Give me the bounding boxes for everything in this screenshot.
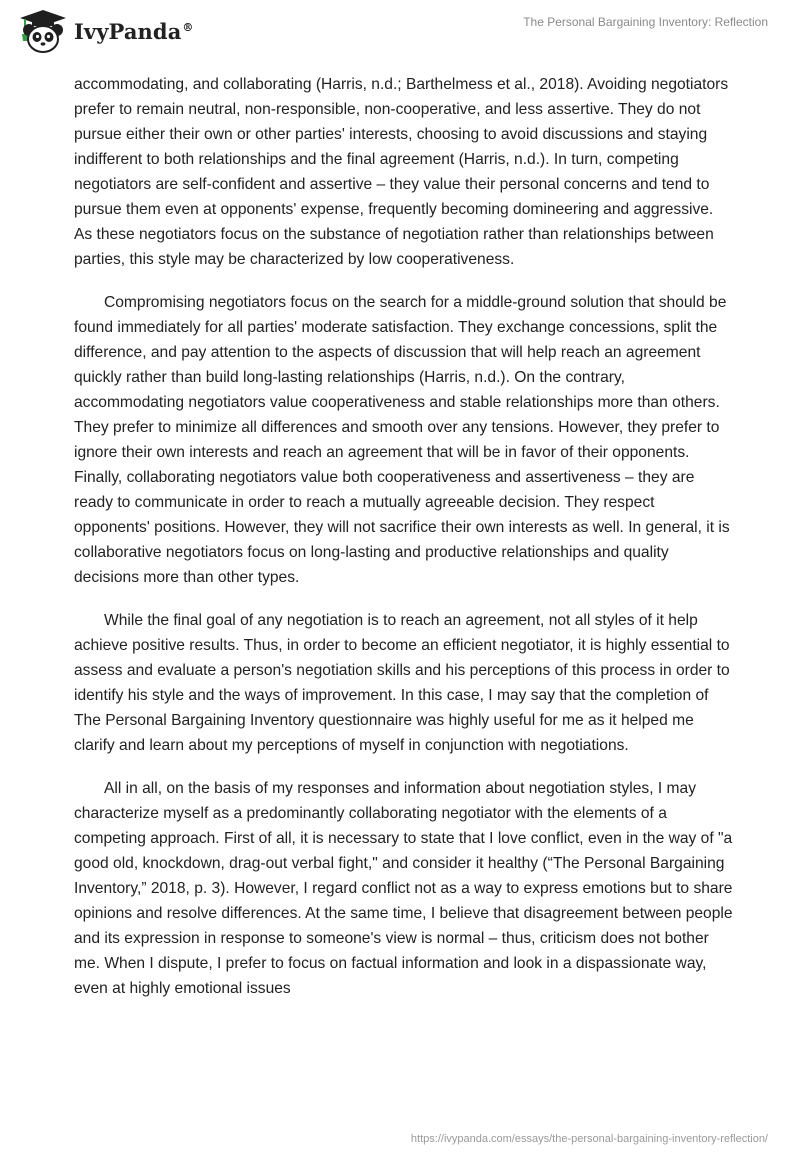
paragraph: accommodating, and collaborating (Harris, n.d.; Barthelmess et al., 2018). Avoiding negotiators prefer to remain neutral, non-responsible, non-cooperative, and less assertive. They do not pursue either their own or other parties' interests, choosing to avoid discussions and staying indifferent to both relationships and the final agreement (Harris, n.d.). In turn, competing negotiators are self-confident and assertive – they value their personal concerns and tend to pursue them even at opponents' expense, frequently becoming domineering and aggressive. As these negotiators focus on the substance of negotiation rather than relationships between parties, this style may be characterized by low cooperativeness. — [74, 76, 729, 268]
essay-body — [74, 72, 734, 1019]
paragraph: While the final goal of any negotiation is to reach an agreement, not all styles of it help achieve positive results. Thus, in order to become an efficient negotiator, it is highly essential to assess and evaluate a person's negotiation skills and his perceptions of this process in order to identify his style and the ways of improvement. In this case, I may say that the completion of The Personal Bargaining Inventory questionnaire was highly useful for me as it helped me clarify and learn about my perceptions of myself in conjunction with negotiations. — [74, 612, 730, 754]
document-title: The Personal Bargaining Inventory: Reflection — [523, 15, 768, 29]
source-url[interactable]: https://ivypanda.com/essays/the-personal-bargaining-inventory-reflection/ — [410, 1133, 768, 1145]
brand-name: IvyPanda® — [74, 18, 194, 44]
page-header — [0, 0, 800, 62]
ivypanda-logo[interactable] — [16, 8, 194, 54]
panda-graduate-icon — [16, 8, 70, 54]
paragraph: All in all, on the basis of my responses and information about negotiation styles, I may characterize myself as a predominantly collaborating negotiator with the elements of a competing approach. First of all, it is necessary to state that I love conflict, even in the way of "a good old, knockdown, drag-out verbal fight," and consider it healthy (“The Personal Bargaining Inventory,” 2018, p. 3). However, I regard conflict not as a way to express emotions but to share opinions and resolve differences. At the same time, I believe that disagreement between people and its expression in response to someone's view is normal – thus, criticism does not bother me. When I dispute, I prefer to focus on factual information and look in a dispassionate way, even at highly emotional issues — [74, 780, 733, 997]
paragraph: Compromising negotiators focus on the search for a middle-ground solution that should be found immediately for all parties' moderate satisfaction. They exchange concessions, split the difference, and pay attention to the aspects of discussion that will help reach an agreement quickly rather than build long-lasting relationships (Harris, n.d.). On the contrary, accommodating negotiators value cooperativeness and stable relationships more than others. They prefer to minimize all differences and smooth over any tensions. However, they prefer to ignore their own interests and reach an agreement that will be in favor of their opponents. Finally, collaborating negotiators value both cooperativeness and assertiveness – they are ready to communicate in order to reach a mutually agreeable decision. They respect opponents' positions. However, they will not sacrifice their own interests as well. In general, it is collaborative negotiators focus on long-lasting and productive relationships and quality decisions more than other types. — [74, 294, 730, 586]
